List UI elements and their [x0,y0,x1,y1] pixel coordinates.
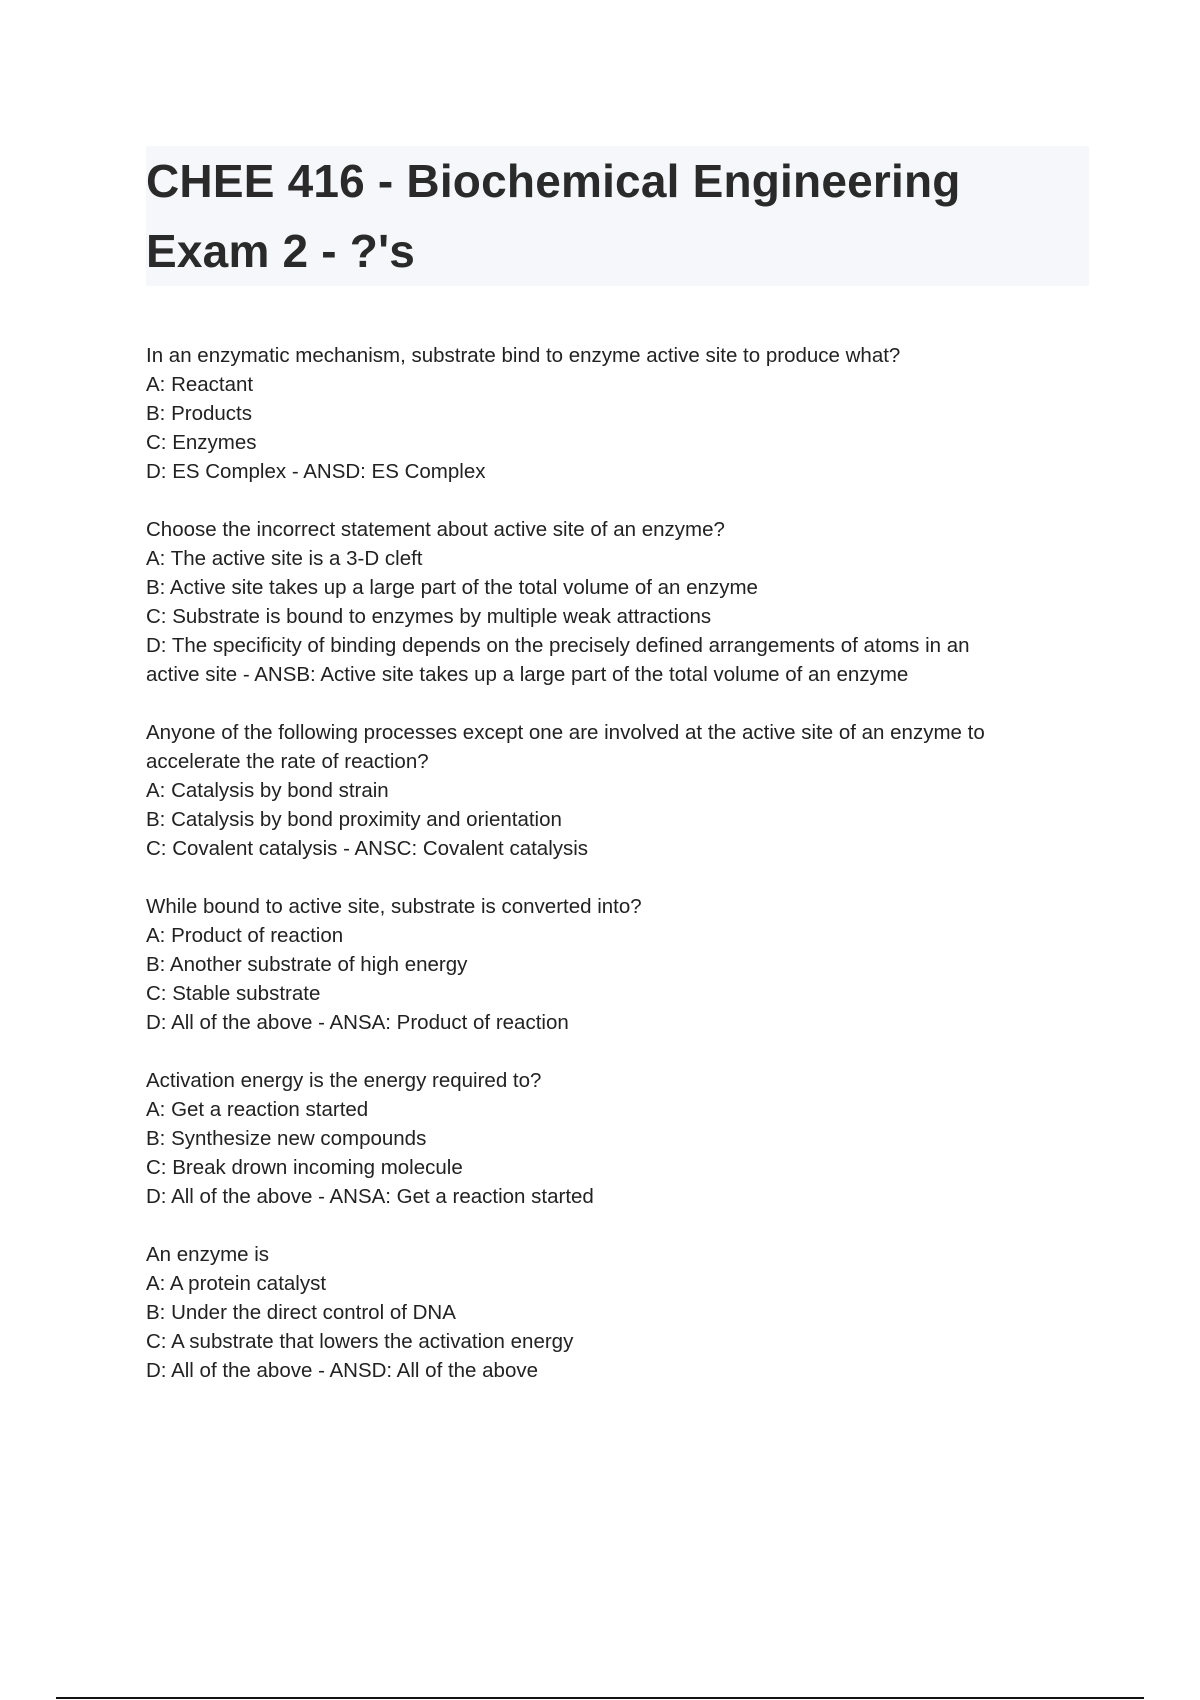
question-text: An enzyme is [146,1243,270,1266]
question-list [146,341,1076,1414]
question-block [146,1240,1076,1385]
question-text: Choose the incorrect statement about active site of an enzyme? [146,518,725,541]
option-c: C: Stable substrate [146,982,321,1005]
question-block [146,1066,1076,1211]
question-block [146,341,1076,486]
option-a: A: The active site is a 3-D cleft [146,547,423,570]
title-block [146,146,1089,286]
question-block [146,892,1076,1037]
option-a: A: A protein catalyst [146,1272,327,1295]
question-text: While bound to active site, substrate is converted into? [146,895,642,918]
title-line-2: Exam 2 - ?'s [146,225,416,277]
question-text-continued: accelerate the rate of reaction? [146,750,429,773]
option-c: C: A substrate that lowers the activation energy [146,1330,574,1353]
option-a: A: Product of reaction [146,924,344,947]
question-text: Activation energy is the energy required to? [146,1069,542,1092]
option-c: C: Substrate is bound to enzymes by multiple weak attractions [146,605,712,628]
option-b: B: Another substrate of high energy [146,953,468,976]
option-b: B: Synthesize new compounds [146,1127,427,1150]
question-block [146,718,1076,863]
title-line-1: CHEE 416 - Biochemical Engineering [146,155,961,207]
option-d-answer: D: All of the above - ANSA: Get a reaction started [146,1185,594,1208]
option-c-answer: C: Covalent catalysis - ANSC: Covalent catalysis [146,837,589,860]
option-d: D: The specificity of binding depends on the precisely defined arrangements of atoms in an [146,634,970,657]
question-text: In an enzymatic mechanism, substrate bind to enzyme active site to produce what? [146,344,901,367]
option-b: B: Under the direct control of DNA [146,1301,456,1324]
option-d-answer: active site - ANSB: Active site takes up a large part of the total volume of an enzyme [146,663,909,686]
option-c: C: Enzymes [146,431,257,454]
option-b: B: Products [146,402,252,425]
option-b: B: Active site takes up a large part of the total volume of an enzyme [146,576,758,599]
option-a: A: Get a reaction started [146,1098,369,1121]
option-c: C: Break drown incoming molecule [146,1156,463,1179]
option-d-answer: D: All of the above - ANSA: Product of reaction [146,1011,569,1034]
question-block [146,515,1076,689]
question-text: Anyone of the following processes except one are involved at the active site of an enzyme to [146,721,985,744]
option-a: A: Catalysis by bond strain [146,779,389,802]
footer-divider [56,1697,1144,1699]
page-title [146,146,1089,286]
option-b: B: Catalysis by bond proximity and orientation [146,808,562,831]
option-d-answer: D: All of the above - ANSD: All of the above [146,1359,539,1382]
option-d-answer: D: ES Complex - ANSD: ES Complex [146,460,486,483]
option-a: A: Reactant [146,373,254,396]
